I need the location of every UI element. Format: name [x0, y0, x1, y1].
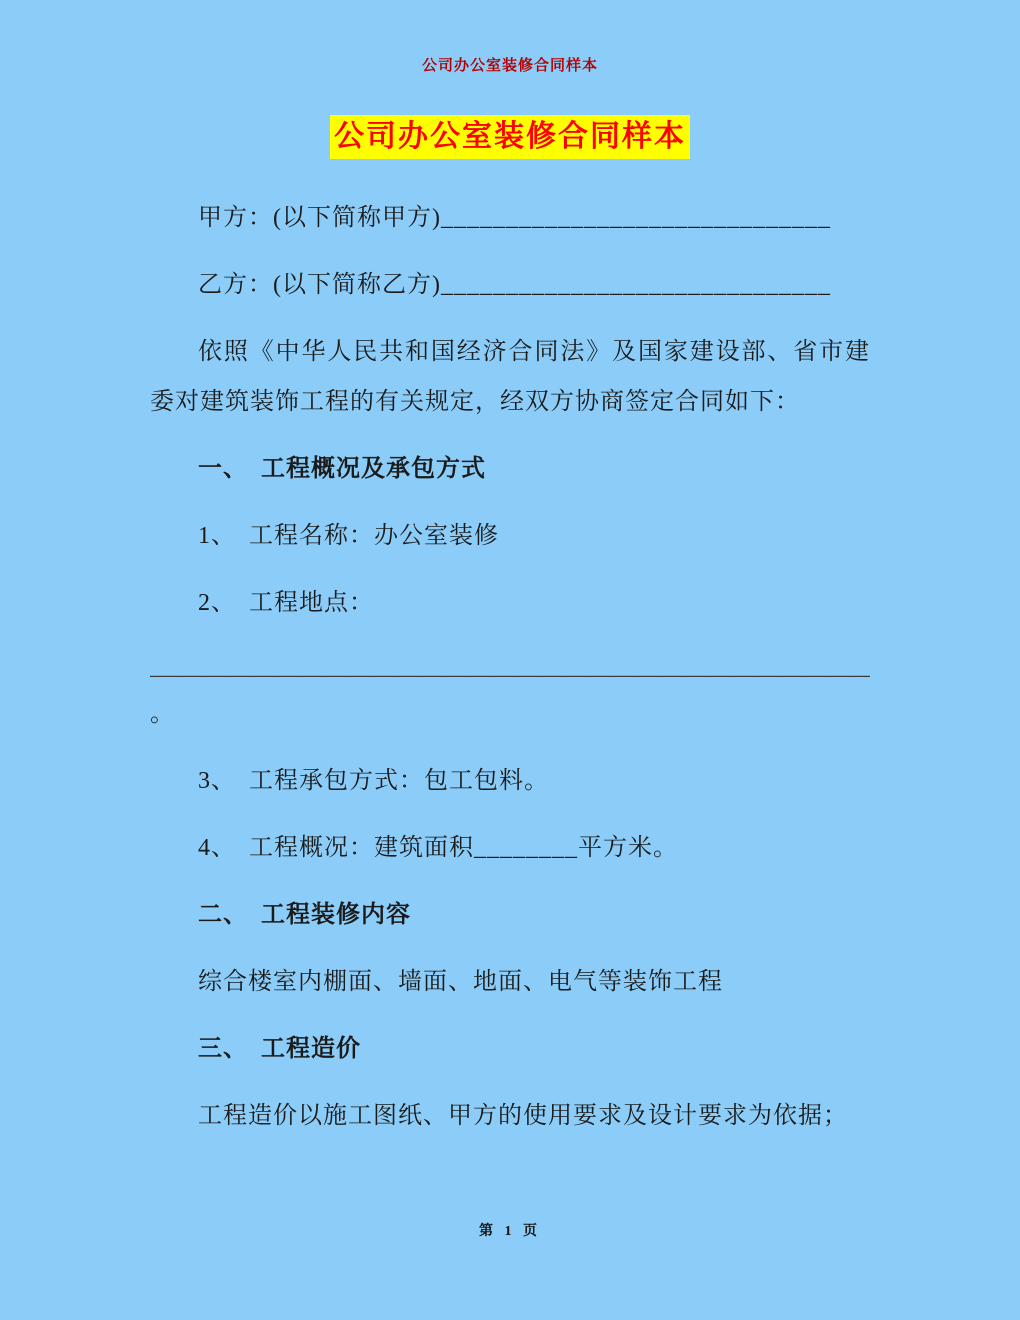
item-project-name: 1、 工程名称：办公室装修	[198, 523, 499, 549]
fill-in-blank-line: ____________________________________________________________	[150, 654, 870, 680]
paragraph-decoration-content: 综合楼室内棚面、墙面、地面、电气等装饰工程	[198, 969, 723, 995]
item-contract-method: 3、 工程承包方式：包工包料。	[198, 768, 549, 794]
section-heading-2: 二、 工程装修内容	[198, 902, 411, 928]
document-body	[150, 193, 870, 1141]
section-heading-3: 三、 工程造价	[198, 1036, 361, 1062]
paragraph-project-cost: 工程造价以施工图纸、甲方的使用要求及设计要求为依据；	[198, 1103, 848, 1129]
paragraph-preamble: 依照《中华人民共和国经济合同法》及国家建设部、省市建委对建筑装饰工程的有关规定，经双方协商签定合同如下：	[150, 339, 870, 415]
paragraph-party-a: 甲方：(以下简称甲方)______________________________	[198, 205, 831, 231]
running-header: 公司办公室装修合同样本	[421, 58, 598, 74]
paragraph-party-b: 乙方：(以下简称乙方)______________________________	[198, 272, 831, 298]
title-row	[0, 115, 1020, 159]
document-title: 公司办公室装修合同样本	[330, 115, 690, 159]
item-project-overview: 4、 工程概况：建筑面积________平方米。	[198, 835, 678, 861]
section-heading-1: 一、 工程概况及承包方式	[198, 456, 486, 482]
item-project-location: 2、 工程地点：	[198, 590, 374, 616]
page-footer: 第 1 页	[479, 1224, 541, 1239]
period-line: 。	[150, 701, 175, 727]
